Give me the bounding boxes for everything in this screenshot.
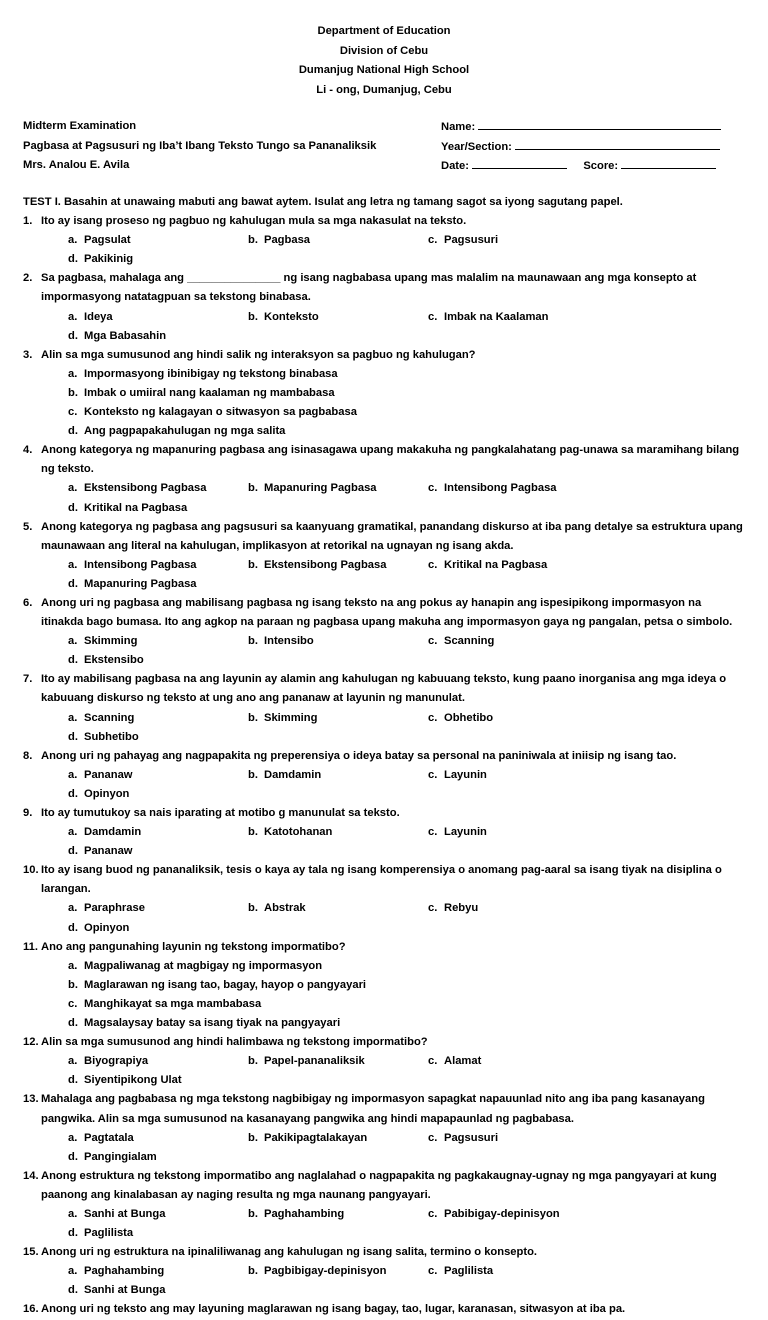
- answer-choice: [68, 976, 427, 995]
- answer-choice: [428, 479, 608, 498]
- choice-letter: c.: [428, 768, 438, 781]
- choice-text: Ang pagpapakahulugan ng mga salita: [84, 425, 286, 438]
- question-number: 9.: [23, 807, 33, 819]
- choice-letter: d.: [68, 787, 78, 800]
- choice-letter: d.: [68, 845, 78, 858]
- question-item: [23, 594, 745, 670]
- choice-text: Pagbibigay-depinisyon: [264, 1265, 387, 1278]
- subject-title: Pagbasa at Pagsusuri ng Iba’t Ibang Teksto Tungo sa Pananaliksik: [23, 139, 377, 152]
- choice-text: Pananaw: [84, 768, 133, 781]
- choice-letter: d.: [68, 577, 78, 590]
- choice-letter: a.: [68, 826, 78, 839]
- choice-text: Paraphrase: [84, 902, 145, 915]
- choice-text: Pakikipagtalakayan: [264, 1131, 368, 1144]
- question-number: 14.: [23, 1169, 39, 1182]
- answer-choice: [428, 709, 608, 728]
- answer-choice: [68, 651, 248, 670]
- choice-text: Scanning: [84, 711, 135, 724]
- question-item: [23, 1090, 745, 1166]
- choice-list: [23, 632, 745, 670]
- answer-choice: [428, 766, 608, 785]
- choice-letter: d.: [68, 1284, 78, 1297]
- question-item: [23, 1167, 745, 1243]
- answer-choice: [68, 403, 427, 422]
- answer-choice: [68, 823, 248, 842]
- choice-letter: a.: [68, 902, 78, 915]
- choice-letter: c.: [428, 1207, 438, 1220]
- answer-choice: [428, 1205, 608, 1224]
- choice-letter: c.: [428, 826, 438, 839]
- answer-choice: [68, 709, 248, 728]
- question-item: [23, 269, 745, 345]
- choice-list: [23, 1129, 745, 1167]
- choice-letter: a.: [68, 1265, 78, 1278]
- question-item: [23, 346, 745, 441]
- answer-choice: [248, 632, 428, 651]
- choice-list: [23, 957, 745, 1033]
- choice-text: Paghahambing: [84, 1265, 165, 1278]
- choice-text: Pagsusuri: [444, 234, 499, 247]
- question-text: Anong uri ng pahayag ang nagpapakita ng preperensiya o ideya batay sa personal na paniniwala at iniisip ng isang tao.: [41, 749, 677, 762]
- choice-letter: a.: [68, 234, 78, 247]
- question-item: [23, 1033, 745, 1090]
- question-item: [23, 518, 745, 594]
- answer-choice: [248, 479, 428, 498]
- question-number: 8.: [23, 749, 33, 762]
- exam-info: [23, 117, 733, 176]
- choice-text: Siyentipikong Ulat: [84, 1074, 182, 1087]
- question-number: 4.: [23, 444, 33, 457]
- choice-text: Sanhi at Bunga: [84, 1207, 166, 1220]
- choice-text: Mga Babasahin: [84, 329, 167, 342]
- choice-letter: c.: [428, 234, 438, 247]
- choice-text: Pangingialam: [84, 1150, 157, 1163]
- choice-letter: b.: [248, 1131, 258, 1144]
- choice-letter: a.: [68, 959, 78, 972]
- choice-text: Konteksto: [264, 310, 319, 323]
- answer-choice: [428, 823, 608, 842]
- choice-letter: b.: [248, 711, 258, 724]
- choice-text: Abstrak: [264, 902, 306, 915]
- choice-text: Layunin: [444, 768, 487, 781]
- choice-text: Konteksto ng kalagayan o sitwasyon sa pagbabasa: [84, 406, 357, 419]
- answer-choice: [68, 1205, 248, 1224]
- choice-letter: d.: [68, 1074, 78, 1087]
- test-instruction: TEST I. Basahin at unawaing mabuti ang bawat aytem. Isulat ang letra ng tamang sagot sa iyong sagutang papel.: [23, 196, 623, 208]
- question-number: 6.: [23, 596, 33, 609]
- answer-choice: [68, 728, 248, 747]
- answer-choice: [428, 632, 608, 651]
- score-field[interactable]: [621, 156, 716, 169]
- choice-text: Maglarawan ng isang tao, bagay, hayop o pangyayari: [84, 978, 367, 991]
- choice-letter: b.: [248, 310, 258, 323]
- choice-letter: a.: [68, 482, 78, 495]
- choice-text: Pagsulat: [84, 234, 131, 247]
- choice-letter: d.: [68, 425, 78, 438]
- question-text: Ito ay mabilisang pagbasa na ang layunin ay alamin ang kahulugan ng kabuuang teksto, kung paano inorganisa ang mga ideya o kabuuang diskurso ng teksto at ung ano ang pananaw at layunin ng manunulat.: [41, 673, 727, 705]
- date-field[interactable]: [472, 156, 567, 169]
- choice-text: Alamat: [444, 1055, 482, 1068]
- answer-choice: [68, 231, 248, 250]
- choice-text: Ekstensibong Pagbasa: [264, 558, 387, 571]
- question-text: Anong uri ng estruktura na ipinaliliwanag ang kahulugan ng isang salita, termino o konsepto.: [41, 1246, 538, 1259]
- answer-choice: [68, 632, 248, 651]
- choice-letter: b.: [248, 558, 258, 571]
- choice-letter: b.: [248, 1265, 258, 1278]
- choice-letter: a.: [68, 558, 78, 571]
- answer-choice: [68, 365, 427, 384]
- choice-text: Pabibigay-depinisyon: [444, 1207, 560, 1220]
- answer-choice: [68, 1281, 248, 1300]
- choice-letter: d.: [68, 1017, 78, 1030]
- answer-choice: [248, 823, 428, 842]
- question-item: [23, 1243, 745, 1300]
- answer-choice: [68, 1148, 248, 1167]
- choice-text: Paglilista: [444, 1265, 494, 1278]
- answer-choice: [68, 766, 248, 785]
- question-text: Ito ay tumutukoy sa nais iparating at motibo g manunulat sa teksto.: [41, 807, 400, 819]
- choice-letter: c.: [428, 482, 438, 495]
- question-text: Alin sa mga sumusunod ang hindi salik ng interaksyon sa pagbuo ng kahulugan?: [41, 348, 476, 361]
- choice-letter: b.: [248, 902, 258, 915]
- question-number: 1.: [23, 215, 33, 228]
- choice-letter: a.: [68, 1131, 78, 1144]
- choice-letter: c.: [428, 1055, 438, 1068]
- choice-letter: a.: [68, 1055, 78, 1068]
- question-number: 2.: [23, 272, 33, 285]
- choice-letter: d.: [68, 501, 78, 514]
- answer-choice: [68, 899, 248, 918]
- choice-letter: c.: [428, 711, 438, 724]
- header-school: Dumanjug National High School: [298, 64, 470, 77]
- answer-choice: [68, 479, 248, 498]
- choice-text: Obhetibo: [444, 711, 494, 724]
- choice-text: Ideya: [84, 310, 113, 323]
- score-label: Score:: [583, 160, 619, 172]
- choice-text: Papel-pananaliksik: [264, 1055, 365, 1068]
- question-text: Ano ang pangunahing layunin ng tekstong impormatibo?: [41, 940, 346, 953]
- choice-text: Mapanuring Pagbasa: [264, 482, 377, 495]
- answer-choice: [428, 231, 608, 250]
- question-number: 15.: [23, 1246, 39, 1259]
- choice-letter: c.: [428, 310, 438, 323]
- question-number: 10.: [23, 864, 39, 877]
- question-text: Anong kategorya ng mapanuring pagbasa ang isinasagawa upang makakuha ng pangkalahatang pag-unawa sa maramihang bilang ng teksto.: [41, 444, 740, 476]
- choice-list: [23, 556, 745, 594]
- name-field[interactable]: [478, 117, 721, 130]
- choice-letter: d.: [68, 329, 78, 342]
- choice-text: Skimming: [84, 635, 138, 648]
- choice-text: Layunin: [444, 826, 487, 839]
- choice-text: Imbak na Kaalaman: [444, 310, 549, 323]
- choice-letter: d.: [68, 730, 78, 743]
- answer-choice: [428, 1052, 608, 1071]
- year-section-field[interactable]: [515, 137, 720, 150]
- choice-letter: d.: [68, 654, 78, 667]
- answer-choice: [68, 384, 427, 403]
- answer-choice: [68, 499, 248, 518]
- choice-letter: c.: [428, 902, 438, 915]
- answer-choice: [68, 327, 248, 346]
- exam-title: Midterm Examination: [23, 120, 137, 132]
- choice-text: Pakikinig: [84, 253, 134, 266]
- choice-letter: a.: [68, 310, 78, 323]
- choice-letter: d.: [68, 921, 78, 934]
- choice-text: Damdamin: [84, 826, 142, 839]
- choice-text: Pagtatala: [84, 1131, 134, 1144]
- choice-letter: b.: [248, 635, 258, 648]
- choice-list: [23, 709, 745, 747]
- choice-text: Paglilista: [84, 1227, 134, 1240]
- question-item: [23, 441, 745, 517]
- question-item: [23, 861, 745, 937]
- choice-text: Ekstensibong Pagbasa: [84, 482, 207, 495]
- question-number: 5.: [23, 520, 33, 533]
- answer-choice: [68, 842, 248, 861]
- choice-letter: b.: [248, 1055, 258, 1068]
- choice-letter: a.: [68, 367, 78, 380]
- question-number: 12.: [23, 1036, 39, 1049]
- answer-choice: [248, 709, 428, 728]
- choice-list: [23, 479, 745, 517]
- answer-choice: [68, 1071, 248, 1090]
- question-text: Alin sa mga sumusunod ang hindi halimbawa ng tekstong impormatibo?: [41, 1036, 428, 1049]
- choice-text: Sanhi at Bunga: [84, 1284, 166, 1297]
- choice-text: Kritikal na Pagbasa: [84, 501, 188, 514]
- answer-choice: [428, 1262, 608, 1281]
- answer-choice: [68, 919, 248, 938]
- answer-choice: [68, 250, 248, 269]
- choice-letter: b.: [248, 1207, 258, 1220]
- choice-text: Imbak o umiiral nang kaalaman ng mambabasa: [84, 386, 335, 399]
- answer-choice: [428, 556, 608, 575]
- teacher-name: Mrs. Analou E. Avila: [23, 159, 130, 171]
- answer-choice: [428, 1129, 608, 1148]
- choice-text: Pagbasa: [264, 234, 311, 247]
- answer-choice: [428, 899, 608, 918]
- choice-list: [23, 1262, 745, 1300]
- choice-text: Rebyu: [444, 902, 479, 915]
- choice-text: Magpaliwanag at magbigay ng impormasyon: [84, 959, 323, 972]
- answer-choice: [248, 1052, 428, 1071]
- answer-choice: [68, 308, 248, 327]
- answer-choice: [248, 766, 428, 785]
- question-number: 16.: [23, 1303, 39, 1316]
- choice-letter: b.: [248, 768, 258, 781]
- choice-letter: d.: [68, 1150, 78, 1163]
- question-item: [23, 938, 745, 1033]
- choice-text: Scanning: [444, 635, 495, 648]
- choice-text: Pananaw: [84, 845, 133, 858]
- choice-letter: c.: [428, 1265, 438, 1278]
- answer-choice: [68, 1262, 248, 1281]
- answer-choice: [248, 1262, 428, 1281]
- choice-text: Opinyon: [84, 921, 130, 934]
- choice-text: Manghikayat sa mga mambabasa: [84, 997, 262, 1010]
- answer-choice: [68, 556, 248, 575]
- question-text: Mahalaga ang pagbabasa ng mga tekstong nagbibigay ng impormasyon sapagkat napauunlad nito ang iba pang kasanayang pangwika. Alin sa mga sumusunod na kasanayang pangwika ang hindi mapapaunlad ng pagbabasa.: [41, 1093, 705, 1125]
- answer-choice: [68, 422, 427, 441]
- answer-choice: [68, 957, 427, 976]
- answer-choice: [68, 1224, 248, 1243]
- question-number: 7.: [23, 673, 33, 686]
- choice-text: Skimming: [264, 711, 318, 724]
- choice-text: Subhetibo: [84, 730, 139, 743]
- choice-letter: a.: [68, 635, 78, 648]
- question-text: Anong kategorya ng pagbasa ang pagsusuri sa kaanyuang gramatikal, panandang diskurso at iba pang detalye sa estruktura upang maunawaan ang literal na kahulugan, implikasyon at retorikal na ugnayan ng isang akda.: [41, 520, 743, 552]
- header-address: Li - ong, Dumanjug, Cebu: [316, 83, 452, 96]
- choice-list: [23, 1052, 745, 1090]
- question-text: Anong uri ng pagbasa ang mabilisang pagbasa ng isang teksto na ang pokus ay hanapin ang ispesipikong impormasyon na itinakda bago bumasa. Ito ang agkop na paraan ng pagbasa upang makuha ang impormasyon gaya ng pangalan, petsa o simbolo.: [41, 596, 733, 629]
- choice-text: Biyograpiya: [84, 1055, 149, 1068]
- question-text: Anong uri ng teksto ang may layuning maglarawan ng isang bagay, tao, lugar, karanasan, sitwasyon at iba pa.: [41, 1303, 626, 1316]
- question-item: [23, 670, 745, 746]
- answer-choice: [68, 995, 427, 1014]
- date-label: Date:: [441, 160, 469, 172]
- answer-choice: [428, 308, 608, 327]
- choice-text: Ekstensibo: [84, 654, 144, 667]
- choice-text: Opinyon: [84, 787, 130, 800]
- header-department: Department of Education: [317, 25, 451, 37]
- question-number: 13.: [23, 1093, 39, 1106]
- choice-letter: b.: [68, 386, 78, 399]
- answer-choice: [248, 231, 428, 250]
- school-header: [0, 22, 768, 100]
- header-division: Division of Cebu: [339, 44, 429, 57]
- answer-choice: [248, 899, 428, 918]
- question-item: [23, 212, 745, 269]
- answer-choice: [248, 1129, 428, 1148]
- question-text: Sa pagbasa, mahalaga ang _______________ ng isang nagbabasa upang mas malalim na maunawaan ang mga konsepto at impormasyong natatagpuan sa tekstong binabasa.: [41, 272, 697, 304]
- choice-letter: a.: [68, 768, 78, 781]
- choice-list: [23, 899, 745, 937]
- question-item: [23, 1300, 745, 1319]
- choice-text: Mapanuring Pagbasa: [84, 577, 197, 590]
- choice-list: [23, 766, 745, 804]
- choice-letter: c.: [428, 1131, 438, 1144]
- name-label: Name:: [441, 121, 476, 133]
- choice-letter: a.: [68, 711, 78, 724]
- choice-list: [23, 1205, 745, 1243]
- year-section-label: Year/Section:: [441, 140, 512, 153]
- choice-list: [23, 365, 745, 441]
- answer-choice: [68, 575, 248, 594]
- question-item: [23, 804, 745, 861]
- answer-choice: [248, 308, 428, 327]
- question-text: Anong estruktura ng tekstong impormatibo ang naglalahad o nagpapakita ng pagkakaugnay-ugnay ng mga pangyayari at kung paanong ang kinalabasan ay naging resulta ng mga naunang pangyayari.: [41, 1169, 717, 1201]
- answer-choice: [68, 785, 248, 804]
- choice-letter: b.: [68, 978, 78, 991]
- exam-content: [23, 193, 745, 1320]
- answer-choice: [248, 1205, 428, 1224]
- answer-choice: [68, 1129, 248, 1148]
- choice-text: Impormasyong ibinibigay ng tekstong binabasa: [84, 367, 338, 380]
- choice-letter: b.: [248, 234, 258, 247]
- choice-text: Paghahambing: [264, 1207, 345, 1220]
- choice-letter: c.: [428, 635, 438, 648]
- choice-letter: c.: [68, 406, 78, 419]
- choice-letter: b.: [248, 482, 258, 495]
- answer-choice: [248, 556, 428, 575]
- choice-text: Intensibong Pagbasa: [444, 482, 557, 495]
- choice-letter: d.: [68, 1227, 78, 1240]
- choice-list: [23, 308, 745, 346]
- choice-text: Pagsusuri: [444, 1131, 499, 1144]
- choice-letter: c.: [68, 997, 78, 1010]
- answer-choice: [68, 1052, 248, 1071]
- choice-letter: d.: [68, 253, 78, 266]
- question-list: [23, 212, 745, 1319]
- question-text: Ito ay isang buod ng pananaliksik, tesis o kaya ay tala ng isang komperensiya o anomang pag-aaral sa isang tiyak na disiplina o larangan.: [41, 864, 722, 896]
- choice-text: Kritikal na Pagbasa: [444, 558, 548, 571]
- question-text: Ito ay isang proseso ng pagbuo ng kahulugan mula sa mga nakasulat na teksto.: [41, 215, 467, 228]
- choice-list: [23, 231, 745, 269]
- choice-text: Magsalaysay batay sa isang tiyak na pangyayari: [84, 1017, 341, 1030]
- choice-letter: b.: [248, 826, 258, 839]
- choice-text: Intensibong Pagbasa: [84, 558, 197, 571]
- question-number: 3.: [23, 348, 33, 361]
- choice-text: Damdamin: [264, 768, 322, 781]
- choice-letter: a.: [68, 1207, 78, 1220]
- choice-text: Intensibo: [264, 635, 314, 648]
- question-number: 11.: [23, 940, 38, 953]
- choice-list: [23, 823, 745, 861]
- question-item: [23, 747, 745, 804]
- choice-letter: c.: [428, 558, 438, 571]
- choice-text: Katotohanan: [264, 826, 333, 839]
